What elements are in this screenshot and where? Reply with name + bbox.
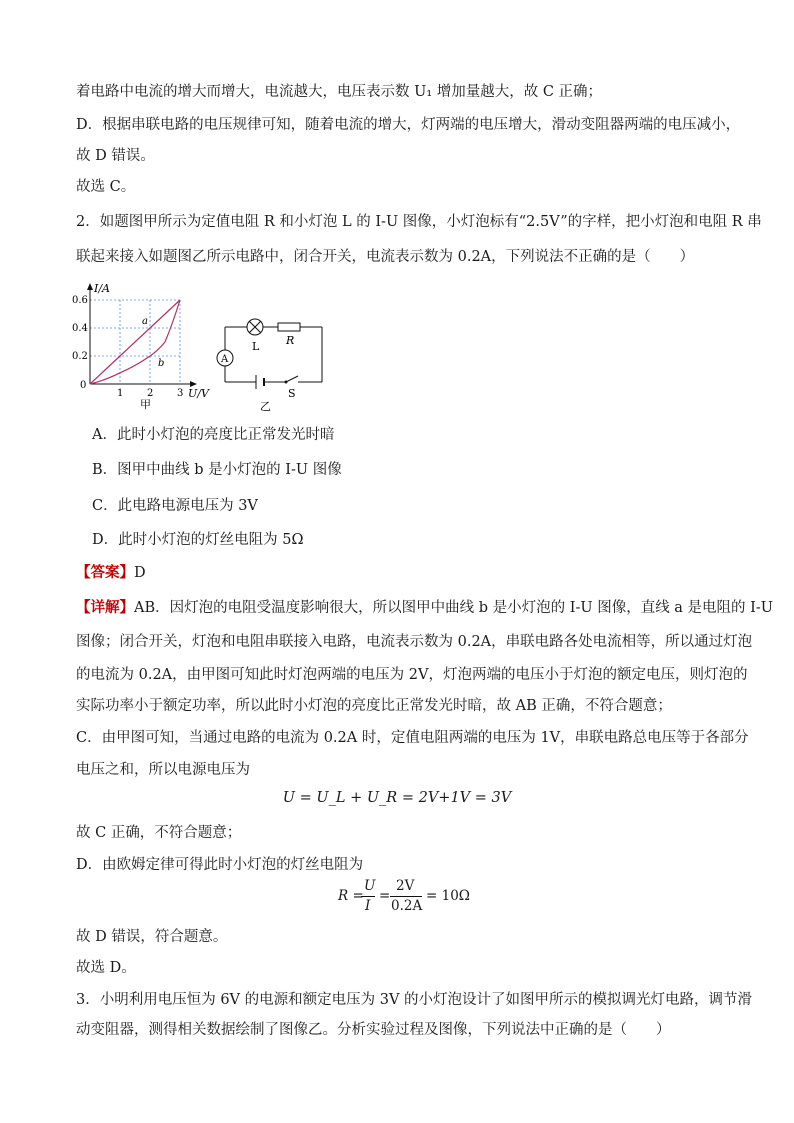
resistor-symbol (278, 323, 300, 347)
graph-caption: 甲 (140, 398, 151, 411)
eq-equals: = (379, 888, 391, 904)
option-a: A．此时小灯泡的亮度比正常发光时暗 (92, 427, 335, 443)
text-line: 着电路中电流的增大而增大，电流越大，电压表示数 U₁ 增加量越大，故 C 正确； (76, 84, 603, 100)
lamp-symbol (247, 319, 263, 353)
ammeter-label: A (221, 354, 229, 365)
eq-lhs: R = (338, 888, 364, 904)
question-2-line: 联起来接入如题图乙所示电路中，闭合开关，电流表示数为 0.2A，下列说法不正确的是（ ） (76, 249, 695, 265)
text-line: 实际功率小于额定功率，所以此时小灯泡的亮度比正常发光时暗，故 AB 正确，不符合题意； (76, 698, 672, 714)
curve-b-label: b (158, 358, 165, 369)
x-tick: 3 (177, 388, 184, 399)
curve-a-label: a (142, 316, 148, 327)
ammeter-symbol (217, 350, 233, 366)
text-line: D．根据串联电路的电压规律可知，随着电流的增大，灯两端的电压增大，滑动变阻器两端的电压减小， (76, 117, 741, 133)
text-line: 故 C 正确，不符合题意； (76, 825, 242, 841)
text-line: D．由欧姆定律可得此时小灯泡的灯丝电阻为 (76, 857, 364, 873)
y-tick: 0 (80, 380, 87, 391)
answer-value: D (134, 565, 146, 581)
text-line: 故选 C。 (76, 179, 136, 195)
y-axis-label: I/A (94, 282, 110, 295)
text-line: 图像；闭合开关，灯泡和电阻串联接入电路，电流表示数为 0.2A，串联电路各处电流相等，所以通过灯泡 (76, 634, 753, 650)
resistor-label: R (286, 334, 295, 347)
question-2-figure (70, 280, 340, 415)
question-3-line: 动变阻器，测得相关数据绘制了图像乙。分析实验过程及图像，下列说法中正确的是（ ） (76, 1022, 671, 1038)
x-tick: 2 (147, 388, 154, 399)
y-tick: 0.2 (72, 351, 88, 362)
circuit-caption: 乙 (260, 400, 271, 413)
eq-den-i: I (365, 898, 371, 914)
eq-num-2v: 2V (396, 878, 415, 894)
option-d: D．此时小灯泡的灯丝电阻为 5Ω (92, 532, 304, 548)
eq-num-u: U (364, 878, 376, 894)
equation-resistance (338, 876, 478, 916)
option-c: C．此电路电源电压为 3V (92, 498, 258, 514)
question-2-line: 2．如题图甲所示为定值电阻 R 和小灯泡 L 的 I-U 图像，小灯泡标有“2.5V”的字样，把小灯泡和电阻 R 串 (76, 214, 762, 230)
curve-a (90, 300, 180, 384)
fraction-bar (361, 896, 375, 897)
x-axis-label: U/V (188, 387, 209, 400)
y-axis-arrow (87, 283, 93, 290)
answer-line (76, 563, 146, 583)
y-tick: 0.4 (72, 323, 88, 334)
text-line: 故 D 错误，符合题意。 (76, 929, 228, 945)
fraction-bar (390, 896, 422, 897)
text-line: 的电流为 0.2A，由甲图可知此时灯泡两端的电压为 2V，灯泡两端的电压小于灯泡的额定电压，则灯泡的 (76, 667, 748, 683)
text-line: 电压之和，所以电源电压为 (76, 762, 250, 778)
switch-symbol (285, 376, 299, 400)
eq-result: = 10Ω (426, 888, 470, 904)
text-line: C．由甲图可知，当通过电路的电流为 0.2A 时，定值电阻两端的电压为 1V，串联电路总电压等于各部分 (76, 730, 749, 746)
lamp-label: L (252, 340, 260, 353)
battery-symbol (256, 375, 264, 389)
switch-label: S (288, 387, 296, 400)
answer-tag: 【答案】 (76, 564, 134, 581)
graph-curves (90, 300, 180, 384)
x-tick: 1 (117, 388, 124, 399)
detail-text: AB．因灯泡的电阻受温度影响很大，所以图甲中曲线 b 是小灯泡的 I-U 图像，直线 a 是电阻的 I-U (134, 600, 774, 616)
question-3-line: 3．小明利用电压恒为 6V 的电源和额定电压为 3V 的小灯泡设计了如图甲所示的模拟调光灯电路，调节滑 (76, 992, 753, 1008)
option-b: B．图甲中曲线 b 是小灯泡的 I-U 图像 (92, 462, 342, 478)
detail-tag: 【详解】 (76, 599, 134, 616)
detail-line (76, 598, 773, 618)
y-tick: 0.6 (72, 295, 88, 306)
circuit-diagram (225, 327, 322, 382)
text-line: 故 D 错误。 (76, 148, 155, 164)
text-line: 故选 D。 (76, 960, 136, 976)
eq-den-02a: 0.2A (391, 898, 423, 914)
equation-voltage: U = U_L + U_R = 2V+1V = 3V (282, 790, 512, 806)
